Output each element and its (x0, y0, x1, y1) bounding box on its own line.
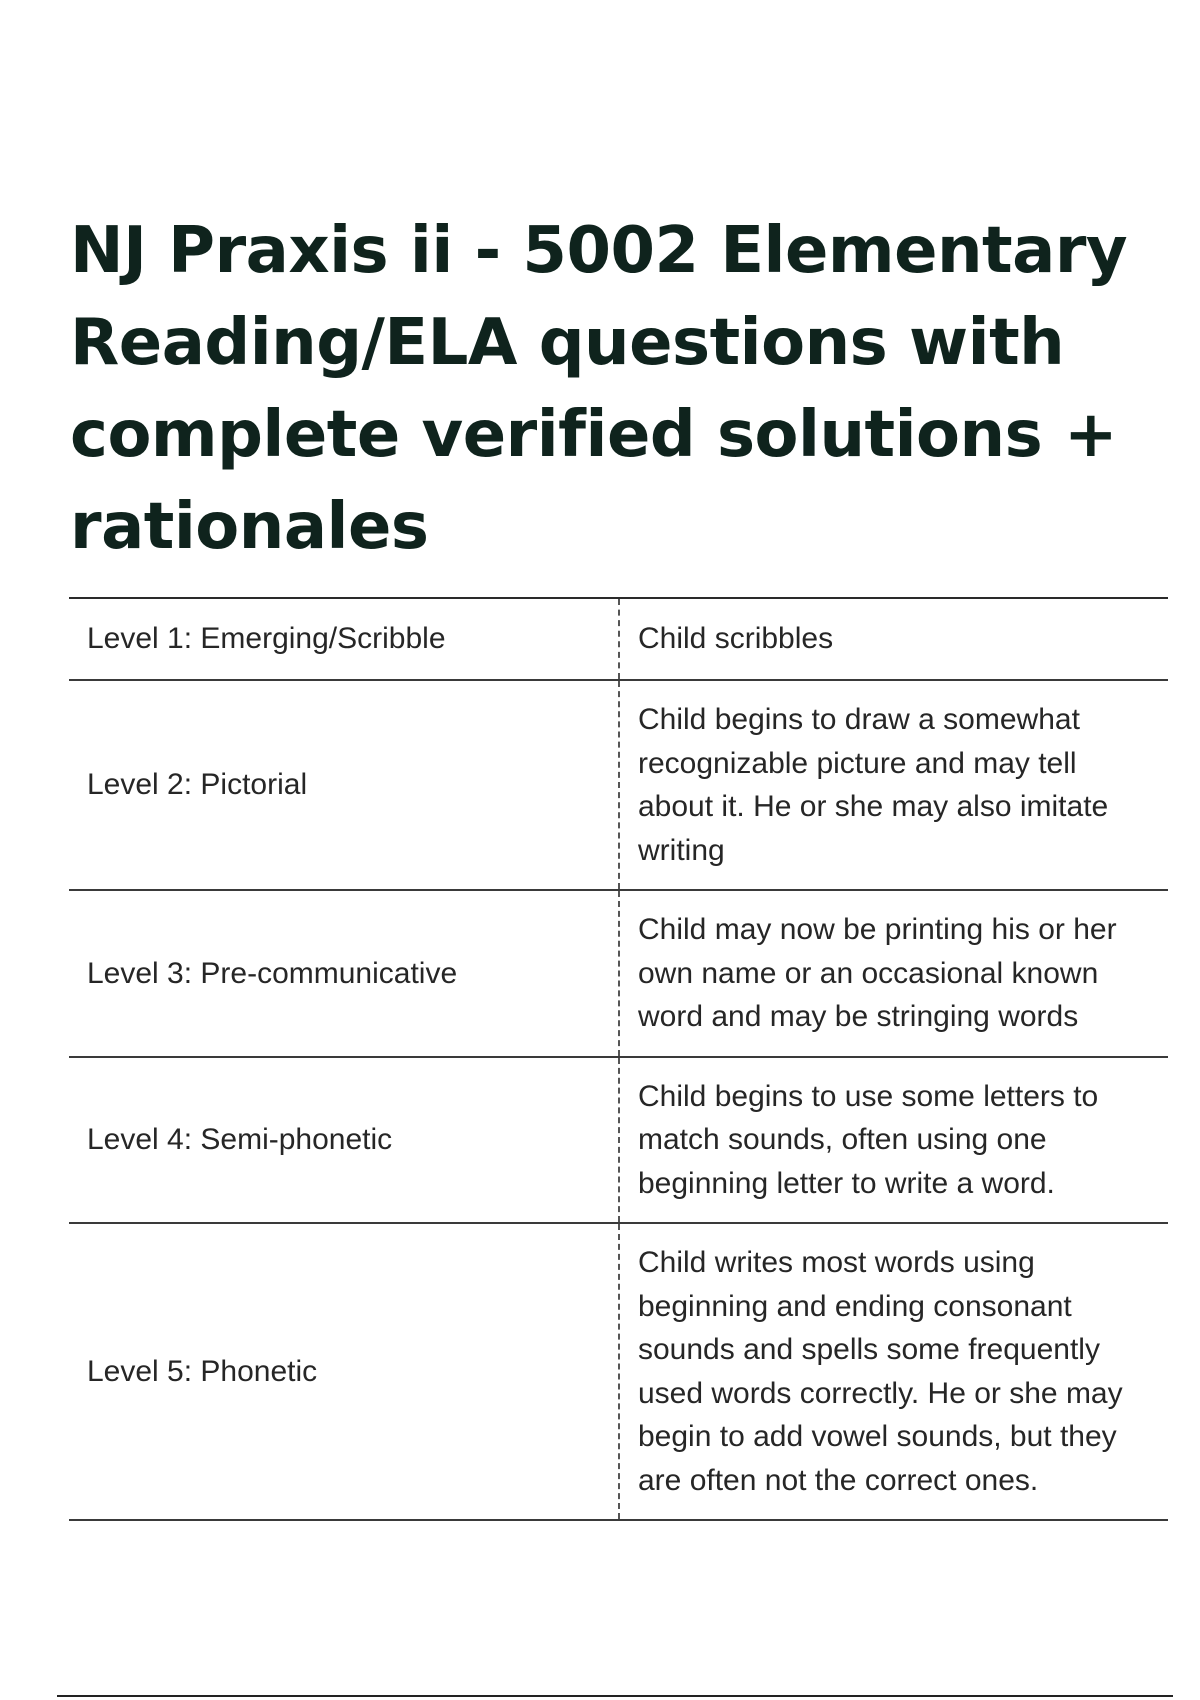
table-row (69, 598, 1168, 680)
term-cell: Level 4: Semi-phonetic (69, 1057, 619, 1223)
table-row (69, 1223, 1168, 1520)
term-cell: Level 1: Emerging/Scribble (69, 598, 619, 680)
table-row (69, 1057, 1168, 1223)
definition-cell: Child begins to draw a somewhat recognizable picture and may tell about it. He or she may also imitate writing (619, 680, 1168, 890)
table-row (69, 680, 1168, 890)
definition-cell: Child writes most words using beginning and ending consonant sounds and spells some frequently used words correctly. He or she may begin to add vowel sounds, but they are often not the correct ones. (619, 1223, 1168, 1520)
table-row (69, 890, 1168, 1057)
definition-cell: Child begins to use some letters to match sounds, often using one beginning letter to write a word. (619, 1057, 1168, 1223)
page-title: NJ Praxis ii - 5002 Elementary Reading/ELA questions with complete verified solutions + rationales (70, 214, 1128, 564)
flashcard-table (69, 597, 1168, 1521)
footer-divider (57, 1695, 1173, 1697)
definition-cell: Child may now be printing his or her own name or an occasional known word and may be stringing words (619, 890, 1168, 1057)
term-cell: Level 5: Phonetic (69, 1223, 619, 1520)
term-cell: Level 3: Pre-communicative (69, 890, 619, 1057)
term-cell: Level 2: Pictorial (69, 680, 619, 890)
definition-cell: Child scribbles (619, 598, 1168, 680)
